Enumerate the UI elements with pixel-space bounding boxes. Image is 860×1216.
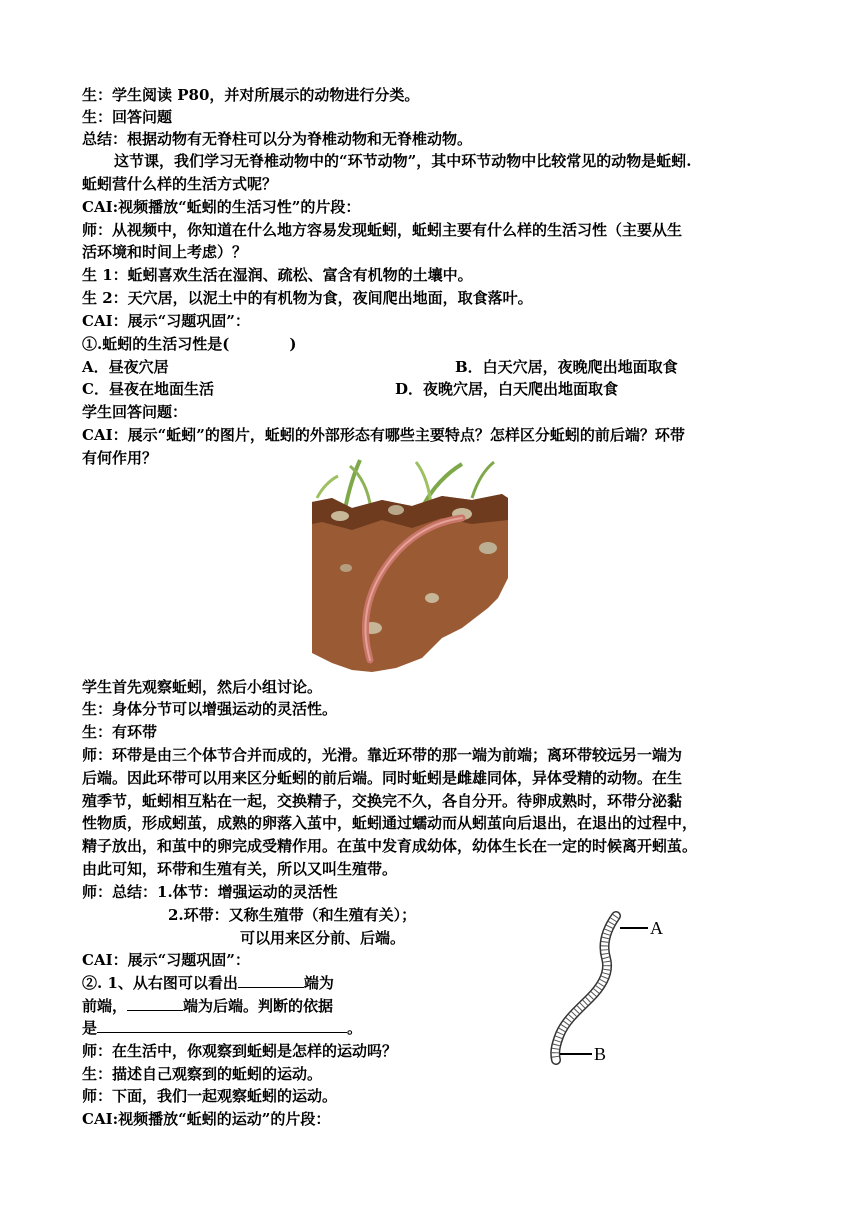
- text-line: 总结：根据动物有无脊柱可以分为脊椎动物和无脊椎动物。: [82, 130, 473, 148]
- text-line: CAI：展示“习题巩固”：: [82, 312, 250, 330]
- text-line: 生：回答问题: [82, 108, 173, 126]
- text-line: 性物质，形成蚓茧，成熟的卵落入茧中，蚯蚓通过蠕动而从蚓茧向后退出，在退出的过程中，: [82, 814, 698, 832]
- question-2-line: [82, 1017, 362, 1039]
- option-d: D．夜晚穴居，白天爬出地面取食: [395, 380, 619, 398]
- text-line: 学生首先观察蚯蚓，然后小组讨论。: [82, 678, 323, 696]
- text-line: 师：从视频中，你知道在什么地方容易发现蚯蚓，蚯蚓主要有什么样的生活习性（主要从生: [82, 221, 683, 239]
- text-line: 生：有环带: [82, 723, 158, 741]
- text-line: 生：学生阅读 P80，并对所展示的动物进行分类。: [82, 86, 420, 104]
- answer-blank[interactable]: [238, 972, 304, 988]
- question-text: 端为后端。判断的依据: [183, 997, 334, 1015]
- text-line: 师：下面，我们一起观察蚯蚓的运动。: [82, 1087, 338, 1105]
- text-line: CAI:视频播放“蚯蚓的运动”的片段：: [82, 1110, 331, 1128]
- label-a: A: [650, 918, 663, 938]
- question-2-line: [82, 995, 333, 1017]
- text-line: 后端。因此环带可以用来区分蚯蚓的前后端。同时蚯蚓是雌雄同体，异体受精的动物。在生: [82, 769, 683, 787]
- text-line: 由此可知，环带和生殖有关，所以又叫生殖带。: [82, 860, 398, 878]
- question-text: 。: [347, 1019, 363, 1037]
- text-line: 精子放出，和茧中的卵完成受精作用。在茧中发育成幼体，幼体生长在一定的时候离开蚓茧。: [82, 837, 698, 855]
- answer-blank[interactable]: [127, 995, 183, 1011]
- earthworm-diagram: [540, 910, 670, 1070]
- label-b: B: [594, 1044, 607, 1064]
- text-line: CAI:视频播放“蚯蚓的生活习性”的片段：: [82, 198, 361, 216]
- text-line: 有何作用？: [82, 449, 158, 467]
- question-text: 前端，: [82, 997, 128, 1015]
- text-line: 活环境和时间上考虑）？: [82, 243, 248, 261]
- text-line: 生 2：天穴居，以泥土中的有机物为食，夜间爬出地面，取食落叶。: [82, 289, 533, 307]
- option-c: C．昼夜在地面生活: [82, 380, 214, 398]
- text-line: 师：环带是由三个体节合并而成的，光滑。靠近环带的那一端为前端；离环带较远另一端为: [82, 746, 683, 764]
- text-line: 殖季节，蚯蚓相互粘在一起，交换精子，交换完不久，各自分开。待卵成熟时，环带分泌黏: [82, 792, 683, 810]
- question-text: 是: [82, 1019, 98, 1037]
- option-a: A．昼夜穴居: [82, 358, 169, 376]
- earthworm-soil-image: [312, 458, 508, 678]
- text-line: CAI：展示“习题巩固”：: [82, 951, 250, 969]
- text-line: CAI：展示“蚯蚓”的图片，蚯蚓的外部形态有哪些主要特点？怎样区分蚯蚓的前后端？环带: [82, 426, 685, 444]
- option-b: B．白天穴居，夜晚爬出地面取食: [455, 358, 678, 376]
- question-2: [82, 972, 334, 994]
- text-line: 学生回答问题：: [82, 403, 188, 421]
- text-line: 生：描述自己观察到的蚯蚓的运动。: [82, 1065, 323, 1083]
- text-line: 蚯蚓营什么样的生活方式呢？: [82, 175, 278, 193]
- answer-blank[interactable]: [97, 1017, 347, 1033]
- text-line: 可以用来区分前、后端。: [240, 929, 406, 947]
- question-text: 端为: [303, 974, 334, 992]
- text-line: 师：在生活中，你观察到蚯蚓是怎样的运动吗？: [82, 1042, 398, 1060]
- text-line: 生：身体分节可以增强运动的灵活性。: [82, 700, 338, 718]
- question-text: ②. 1、从右图可以看出: [82, 974, 238, 992]
- text-line: 这节课，我们学习无脊椎动物中的“环节动物”，其中环节动物中比较常见的动物是蚯蚓.: [114, 152, 692, 170]
- text-line: 2.环带：又称生殖带（和生殖有关）；: [168, 906, 417, 924]
- text-line: 师：总结：1.体节：增强运动的灵活性: [82, 883, 338, 901]
- question-1: ①.蚯蚓的生活习性是( ): [82, 335, 297, 353]
- text-line: 生 1：蚯蚓喜欢生活在湿润、疏松、富含有机物的土壤中。: [82, 266, 473, 284]
